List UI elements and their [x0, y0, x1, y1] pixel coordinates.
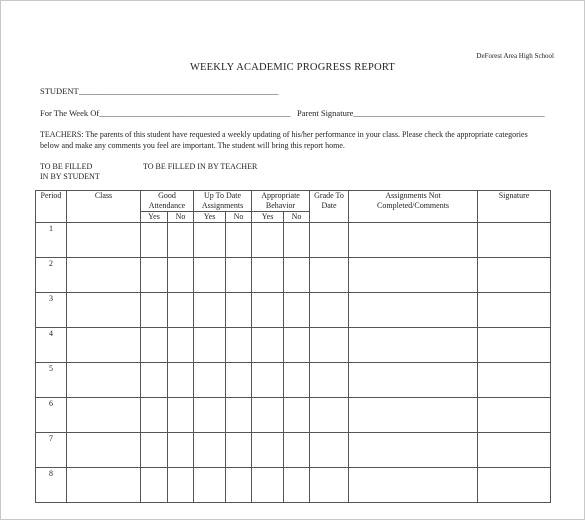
grade-cell[interactable]: [310, 328, 349, 363]
behavior-yes-cell[interactable]: [252, 363, 284, 398]
student-fill-label-line2: IN BY STUDENT: [40, 172, 100, 181]
assignments-yes-header: Yes: [194, 212, 226, 223]
attendance-yes-cell[interactable]: [141, 293, 168, 328]
attendance-yes-cell[interactable]: [141, 328, 168, 363]
class-cell[interactable]: [67, 293, 141, 328]
behavior-no-cell[interactable]: [284, 258, 310, 293]
period-header: Period: [36, 191, 67, 223]
assignments-yes-cell[interactable]: [194, 363, 226, 398]
behavior-no-cell[interactable]: [284, 223, 310, 258]
attendance-no-header: No: [168, 212, 194, 223]
attendance-no-cell[interactable]: [168, 398, 194, 433]
class-header: Class: [67, 191, 141, 223]
period-number: 3: [36, 293, 67, 328]
grade-cell[interactable]: [310, 223, 349, 258]
comments-cell[interactable]: [349, 433, 478, 468]
behavior-no-cell[interactable]: [284, 328, 310, 363]
comments-cell[interactable]: [349, 328, 478, 363]
attendance-no-cell[interactable]: [168, 328, 194, 363]
signature-cell[interactable]: [478, 293, 551, 328]
assignments-yes-cell[interactable]: [194, 223, 226, 258]
class-cell[interactable]: [67, 328, 141, 363]
assignments-no-cell[interactable]: [226, 468, 252, 503]
class-cell[interactable]: [67, 363, 141, 398]
grade-cell[interactable]: [310, 433, 349, 468]
grade-cell[interactable]: [310, 258, 349, 293]
student-fill-label: [40, 162, 100, 182]
behavior-no-cell[interactable]: [284, 433, 310, 468]
teacher-fill-label: TO BE FILLED IN BY TEACHER: [143, 162, 258, 171]
comments-cell[interactable]: [349, 468, 478, 503]
behavior-yes-cell[interactable]: [252, 293, 284, 328]
behavior-header: Appropriate Behavior: [252, 191, 310, 212]
attendance-no-cell[interactable]: [168, 468, 194, 503]
class-cell[interactable]: [67, 433, 141, 468]
table-row: [36, 433, 551, 468]
period-number: 2: [36, 258, 67, 293]
period-number: 7: [36, 433, 67, 468]
assignments-no-cell[interactable]: [226, 433, 252, 468]
attendance-yes-cell[interactable]: [141, 258, 168, 293]
comments-cell[interactable]: [349, 363, 478, 398]
week-of-field[interactable]: For The Week Of_____________________________________________: [40, 108, 291, 118]
behavior-yes-cell[interactable]: [252, 468, 284, 503]
table-row: [36, 293, 551, 328]
student-field[interactable]: STUDENT_______________________________________________: [40, 86, 279, 96]
attendance-yes-cell[interactable]: [141, 398, 168, 433]
table-row: [36, 223, 551, 258]
attendance-no-cell[interactable]: [168, 433, 194, 468]
assignments-no-cell[interactable]: [226, 328, 252, 363]
period-number: 4: [36, 328, 67, 363]
grade-cell[interactable]: [310, 363, 349, 398]
assignments-no-header: No: [226, 212, 252, 223]
table-row: [36, 328, 551, 363]
attendance-yes-cell[interactable]: [141, 433, 168, 468]
grade-header: Grade To Date: [310, 191, 349, 223]
attendance-no-cell[interactable]: [168, 223, 194, 258]
behavior-no-cell[interactable]: [284, 293, 310, 328]
behavior-yes-header: Yes: [252, 212, 284, 223]
table-row: [36, 363, 551, 398]
behavior-no-cell[interactable]: [284, 468, 310, 503]
behavior-no-cell[interactable]: [284, 398, 310, 433]
parent-signature-field[interactable]: Parent Signature_____________________________________________: [297, 108, 545, 118]
attendance-yes-cell[interactable]: [141, 468, 168, 503]
signature-cell[interactable]: [478, 223, 551, 258]
assignments-no-cell[interactable]: [226, 258, 252, 293]
grade-cell[interactable]: [310, 398, 349, 433]
behavior-yes-cell[interactable]: [252, 433, 284, 468]
behavior-yes-cell[interactable]: [252, 328, 284, 363]
table-row: [36, 398, 551, 433]
student-fill-label-line1: TO BE FILLED: [40, 162, 93, 171]
period-number: 6: [36, 398, 67, 433]
class-cell[interactable]: [67, 468, 141, 503]
behavior-yes-cell[interactable]: [252, 223, 284, 258]
attendance-no-cell[interactable]: [168, 258, 194, 293]
comments-cell[interactable]: [349, 398, 478, 433]
signature-cell[interactable]: [478, 433, 551, 468]
behavior-yes-cell[interactable]: [252, 398, 284, 433]
signature-cell[interactable]: [478, 468, 551, 503]
signature-cell[interactable]: [478, 398, 551, 433]
table-row: [36, 468, 551, 503]
table-row: [36, 258, 551, 293]
assignments-no-cell[interactable]: [226, 363, 252, 398]
assignments-header: Up To Date Assignments: [194, 191, 252, 212]
signature-cell[interactable]: [478, 258, 551, 293]
assignments-yes-cell[interactable]: [194, 258, 226, 293]
class-cell[interactable]: [67, 223, 141, 258]
progress-table: [35, 190, 551, 503]
teachers-instructions: TEACHERS: The parents of this student have requested a weekly updating of his/her performance in your class. Please check the appropriate categories below and make any comments you feel are important. The student will bring this report home.: [40, 130, 528, 150]
assignments-yes-cell[interactable]: [194, 293, 226, 328]
attendance-yes-cell[interactable]: [141, 223, 168, 258]
period-number: 5: [36, 363, 67, 398]
comments-cell[interactable]: [349, 258, 478, 293]
not-completed-header: Assignments Not Completed/Comments: [349, 191, 478, 223]
comments-cell[interactable]: [349, 223, 478, 258]
attendance-yes-header: Yes: [141, 212, 168, 223]
attendance-header: Good Attendance: [141, 191, 194, 212]
comments-cell[interactable]: [349, 293, 478, 328]
assignments-yes-cell[interactable]: [194, 433, 226, 468]
school-name: DeForest Area High School: [476, 52, 554, 60]
signature-cell[interactable]: [478, 328, 551, 363]
signature-header: Signature: [478, 191, 551, 223]
grade-cell[interactable]: [310, 468, 349, 503]
period-number: 8: [36, 468, 67, 503]
report-title: WEEKLY ACADEMIC PROGRESS REPORT: [189, 62, 396, 73]
attendance-yes-cell[interactable]: [141, 363, 168, 398]
class-cell[interactable]: [67, 398, 141, 433]
table-header-row: [36, 191, 551, 212]
assignments-no-cell[interactable]: [226, 398, 252, 433]
period-number: 1: [36, 223, 67, 258]
behavior-no-header: No: [284, 212, 310, 223]
behavior-yes-cell[interactable]: [252, 258, 284, 293]
behavior-no-cell[interactable]: [284, 363, 310, 398]
attendance-no-cell[interactable]: [168, 363, 194, 398]
assignments-yes-cell[interactable]: [194, 328, 226, 363]
grade-cell[interactable]: [310, 293, 349, 328]
assignments-no-cell[interactable]: [226, 293, 252, 328]
assignments-yes-cell[interactable]: [194, 398, 226, 433]
attendance-no-cell[interactable]: [168, 293, 194, 328]
assignments-yes-cell[interactable]: [194, 468, 226, 503]
class-cell[interactable]: [67, 258, 141, 293]
signature-cell[interactable]: [478, 363, 551, 398]
assignments-no-cell[interactable]: [226, 223, 252, 258]
